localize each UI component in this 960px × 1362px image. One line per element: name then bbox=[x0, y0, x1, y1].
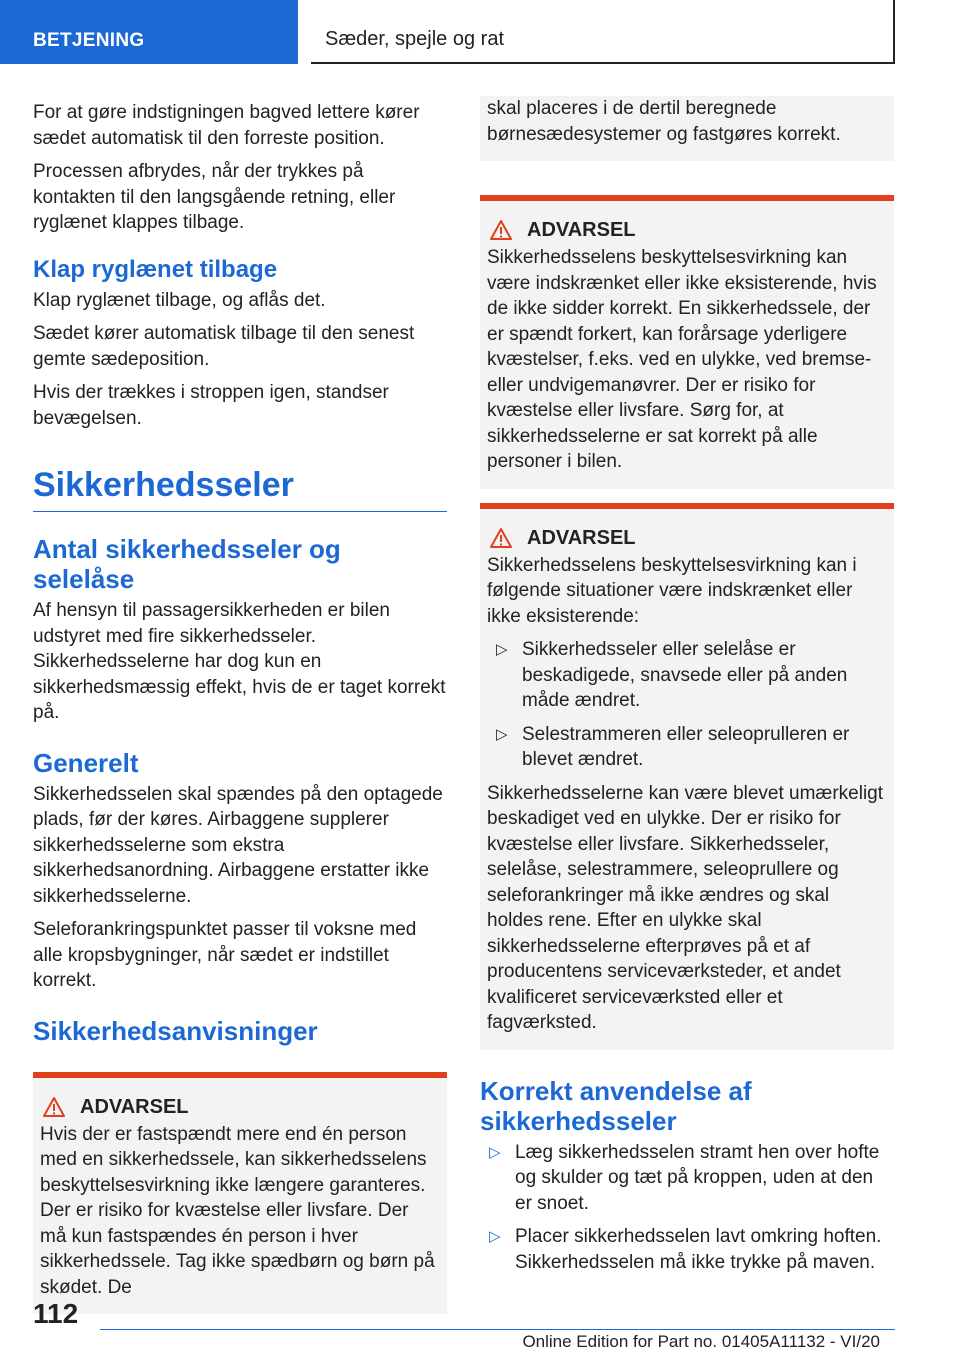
header-chapter-title: Sæder, spejle og rat bbox=[311, 0, 895, 64]
warning-triangle-icon bbox=[489, 219, 513, 241]
paragraph: Sædet kører automatisk tilbage til den senest gemte sædeposition. bbox=[33, 323, 415, 370]
footer-edition: Online Edition for Part no. 01405A11132 - VI/20 bbox=[522, 1332, 880, 1351]
warning-box bbox=[480, 195, 894, 489]
instruction-list bbox=[480, 1140, 894, 1276]
header-section-tab: BETJENING bbox=[0, 0, 298, 64]
bullet-triangle-icon: ▷ bbox=[496, 725, 508, 743]
page-number: 112 bbox=[33, 1298, 79, 1329]
heading-korrekt-anvendelse: Korrekt anvendelse af sikkerhedsseler bbox=[480, 1075, 752, 1136]
warning-title bbox=[487, 217, 886, 243]
list-item-text: Læg sikkerhedsselen stramt hen over hofte og skulder og tæt på kroppen, uden at den er snoet. bbox=[515, 1141, 880, 1214]
warning-triangle-icon bbox=[489, 527, 513, 549]
warning-title bbox=[40, 1094, 439, 1120]
warning-text: Sikkerhedsselerne kan være blevet umærkeligt beskadiget ved en ulykke. Der er risiko for kvæstelse eller livsfare. Sikkerhedsseler, selelåse, selestrammere, seleoprullere og seleforankringer må ikke ændres og skal holdes rene. Efter en ulykke skal sikkerhedsselerne efterprøves på et af producentens serviceværksteder, et andet kvalificeret serviceværksted eller et fagværksted. bbox=[487, 782, 884, 1033]
list-item-text: Placer sikkerhedsselen lavt omkring hoften. Sikkerhedsselen må ikke trykke på maven. bbox=[515, 1226, 882, 1273]
paragraph: Hvis der trækkes i stroppen igen, standser bevægelsen. bbox=[33, 382, 389, 429]
warning-text: skal placeres i de dertil beregnede børnesædesystemer og fastgøres korrekt. bbox=[487, 98, 841, 145]
list-item bbox=[487, 722, 886, 773]
warning-title bbox=[487, 525, 886, 551]
list-item-text: Selestrammeren eller seleoprulleren er blevet ændret. bbox=[522, 723, 850, 770]
right-column bbox=[480, 100, 894, 1283]
warning-title-label: ADVARSEL bbox=[80, 1095, 189, 1118]
warning-box bbox=[33, 1072, 447, 1315]
list-item bbox=[480, 1224, 894, 1275]
bullet-triangle-icon: ▷ bbox=[496, 641, 508, 658]
paragraph: Seleforankringspunktet passer til voksne med alle kropsbygninger, når sædet er indstillet korrekt. bbox=[33, 919, 417, 991]
heading-klap-ryglaenet: Klap ryglænet tilbage bbox=[33, 255, 278, 283]
list-item bbox=[487, 637, 886, 714]
warning-text: Sikkerhedsselens beskyttelsesvirkning kan være indskrænket eller ikke eksisterende, hvis de ikke sidder korrekt. En sikkerhedssele, der er spændt forkert, kan forårsage yderligere kvæstelser, f.eks. ved en ulykke, ved bremse- eller undvigemanøvrer. Der er risiko for kvæstelse eller livsfare. Sørg for, at sikkerhedsselerne er sat korrekt på alle personer i bilen. bbox=[487, 247, 877, 472]
heading-generelt: Generelt bbox=[33, 747, 139, 778]
warning-text: Sikkerhedsselens beskyttelsesvirkning kan i følgende situationer være indskrænket eller ikke eksisterende: bbox=[487, 554, 857, 627]
list-item bbox=[480, 1140, 894, 1217]
warning-title-label: ADVARSEL bbox=[527, 526, 636, 549]
warning-continuation bbox=[480, 96, 894, 161]
paragraph: Klap ryglænet tilbage, og aflås det. bbox=[33, 289, 326, 311]
footer-divider bbox=[100, 1329, 895, 1330]
paragraph: Processen afbrydes, når der trykkes på kontakten til den langsgående retning, eller ryglænet klappes tilbage. bbox=[33, 161, 396, 233]
warning-box bbox=[480, 503, 894, 1050]
warning-list bbox=[487, 637, 886, 773]
list-item-text: Sikkerhedsseler eller selelåse er beskadigede, snavsede eller på anden måde ændret. bbox=[522, 639, 848, 711]
heading-sikkerhedsanvisninger: Sikkerhedsanvisninger bbox=[33, 1015, 318, 1046]
section-title: Sikkerhedsseler bbox=[33, 465, 447, 512]
bullet-triangle-icon: ▷ bbox=[489, 1228, 501, 1245]
paragraph: For at gøre indstigningen bagved lettere kører sædet automatisk til den forreste position. bbox=[33, 102, 420, 149]
warning-text: Hvis der er fastspændt mere end én person med en sikkerhedssele, kan sikkerhedsselens beskyttelsesvirkning ikke længere garanteres. Der er risiko for kvæstelse eller livsfare. Der må kun fastspændes én person i hver sikkerhedssele. Tag ikke spædbørn og børn på skødet. De bbox=[40, 1123, 435, 1298]
paragraph: Af hensyn til passagersikkerheden er bilen udstyret med fire sikkerhedsseler. Sikkerhedsselerne har dog kun en sikkerhedsmæssig effekt, hvis de er taget korrekt på. bbox=[33, 600, 446, 723]
heading-antal: Antal sikkerhedsseler og selelåse bbox=[33, 534, 341, 594]
warning-title-label: ADVARSEL bbox=[527, 219, 636, 241]
paragraph: Sikkerhedsselen skal spændes på den optagede plads, før der køres. Airbaggene supplerer sikkerhedsselerne som ekstra sikkerhedsanordning. Airbaggene erstatter ikke sikkerhedsselerne. bbox=[33, 783, 443, 907]
warning-triangle-icon bbox=[42, 1096, 66, 1118]
left-column bbox=[33, 100, 447, 1314]
bullet-triangle-icon: ▷ bbox=[489, 1143, 501, 1161]
